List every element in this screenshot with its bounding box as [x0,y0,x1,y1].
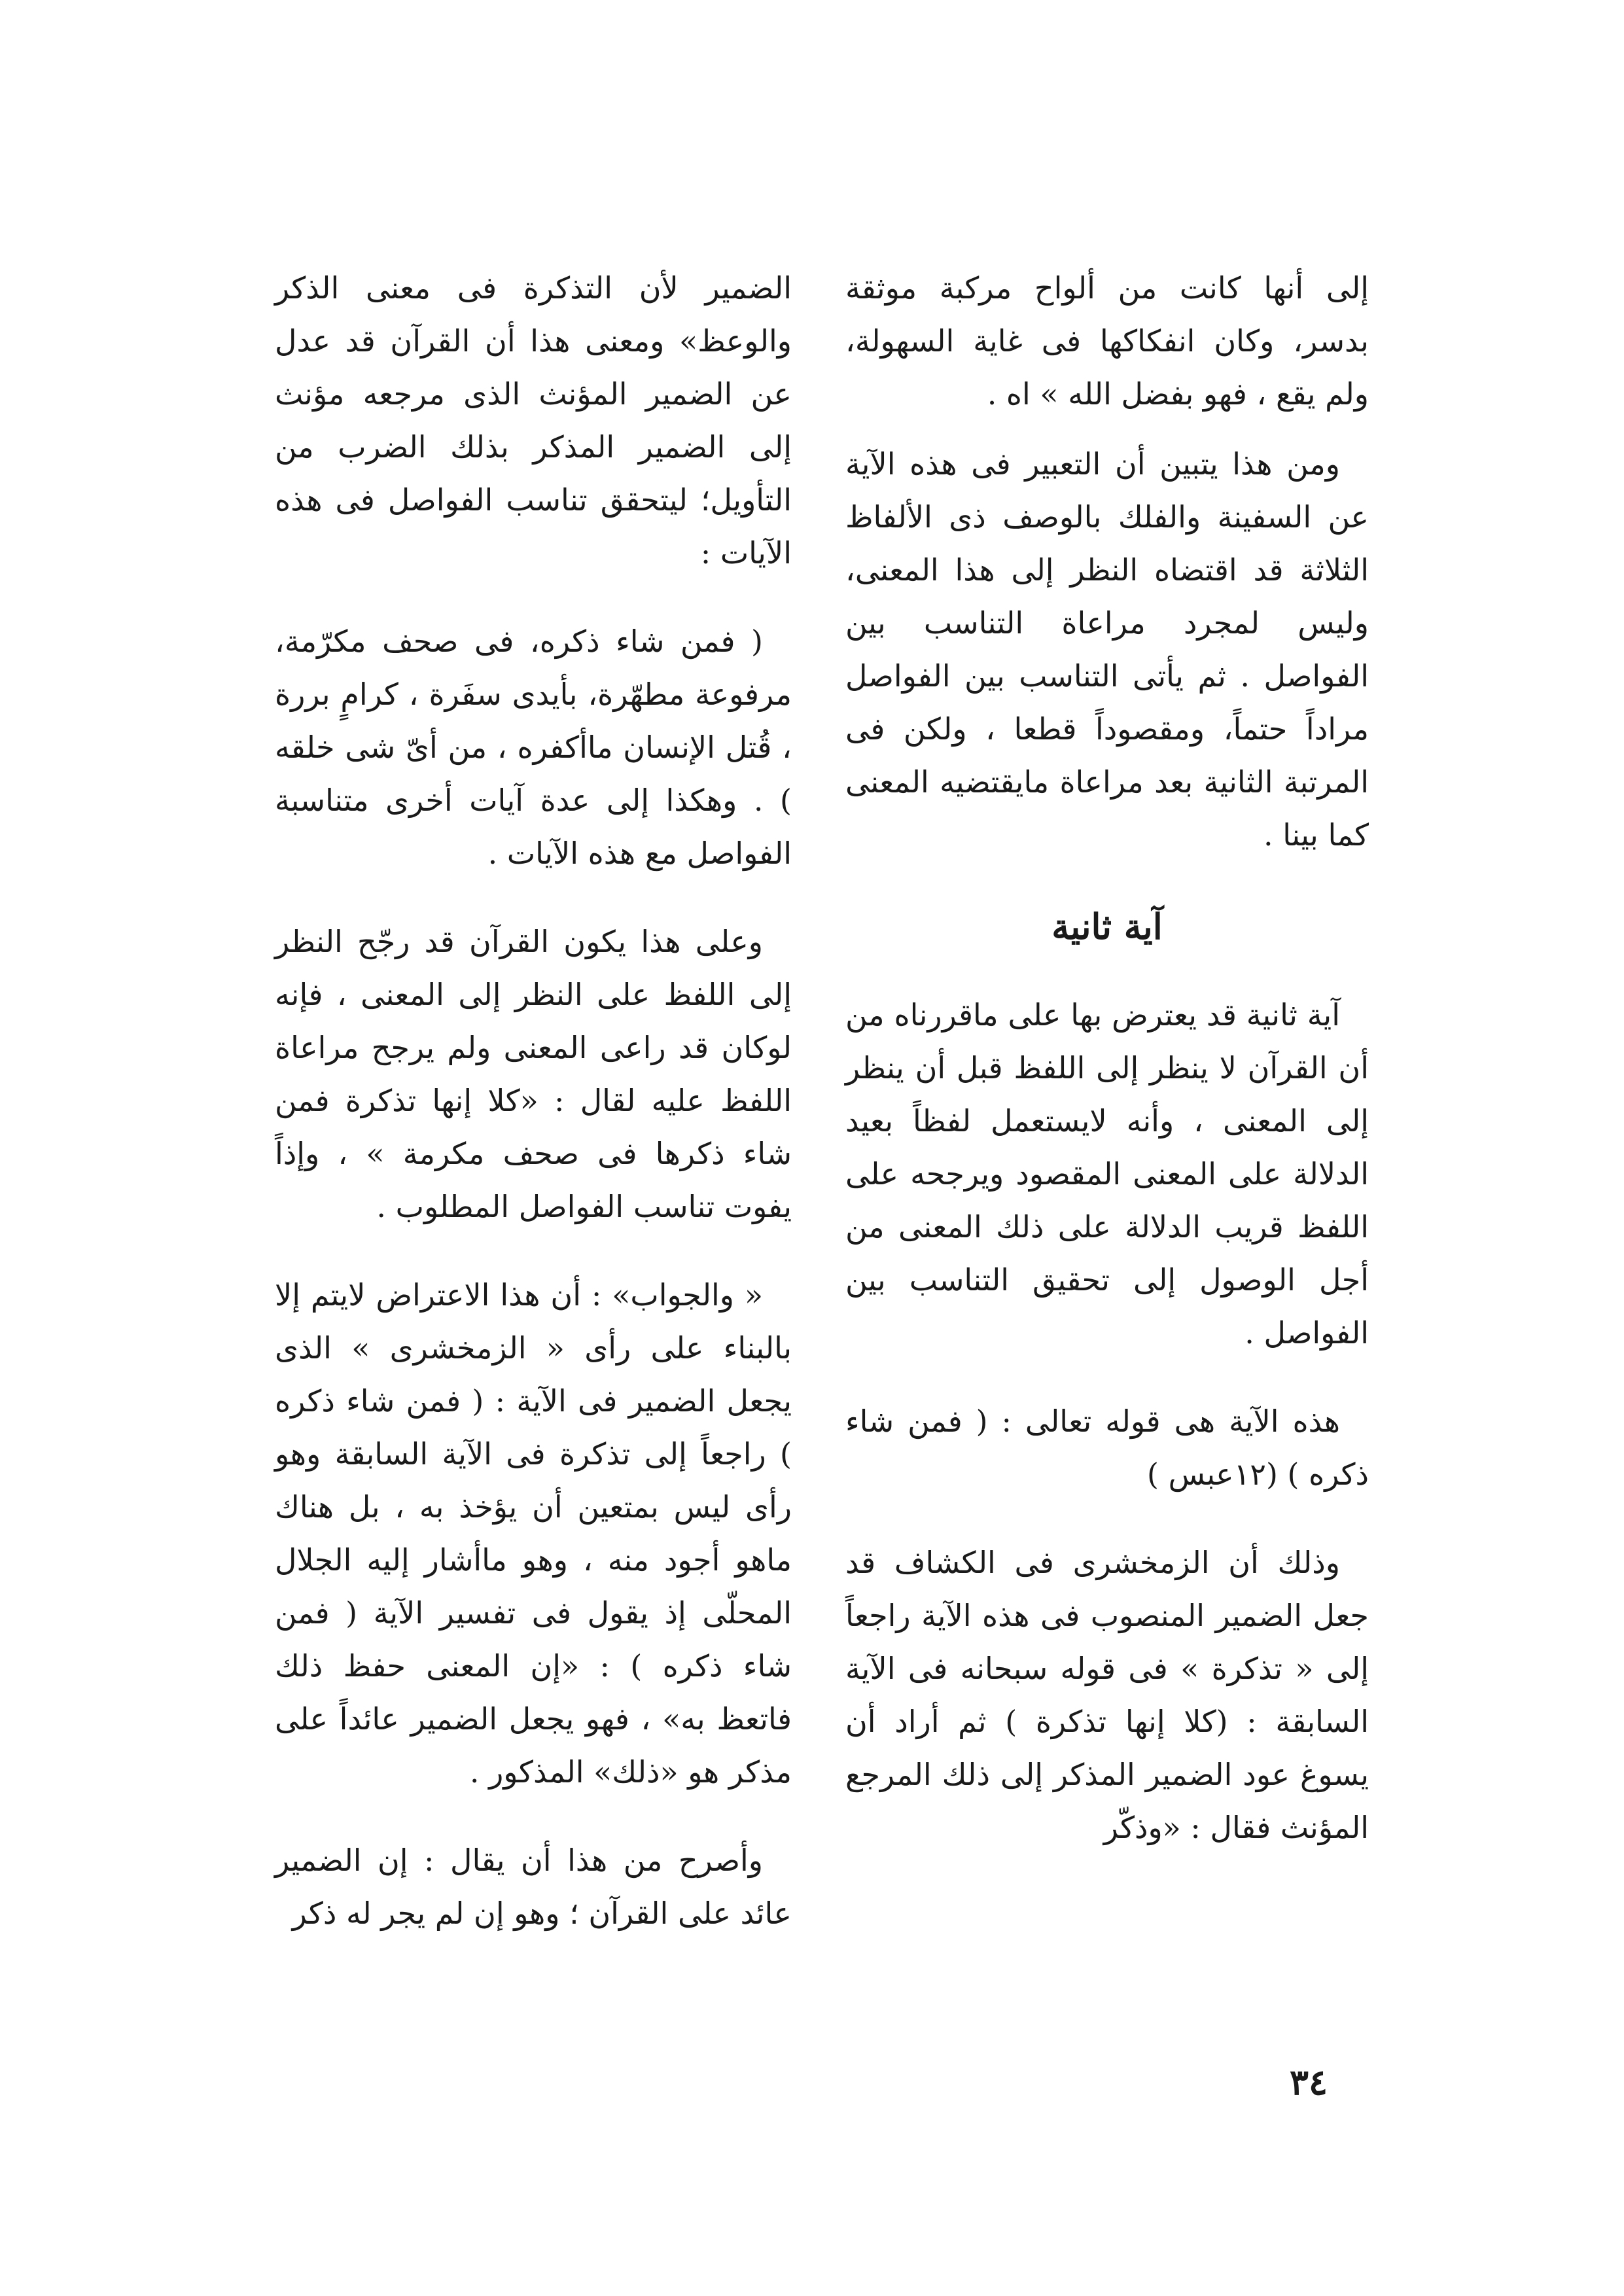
right-text-column [845,262,1369,1890]
paragraph: « والجواب» : أن هذا الاعتراض لايتم إلا بالبناء على رأى « الزمخشرى » الذى يجعل الضمير فى الآية : ( فمن شاء ذكره ) راجعاً إلى تذكرة فى الآية السابقة وهو رأى ليس بمتعين أن يؤخذ به ، بل هناك ماهو أجود منه ، وهو ماأشار إليه الجلال المحلّى إذ يقول فى تفسير الآية ( فمن شاء ذكره ) : «إن المعنى حفظ ذلك فاتعظ به» ، فهو يجعل الضمير عائداً على مذكر هو «ذلك» المذكور . [275,1277,792,1790]
paragraph: ومن هذا يتبين أن التعبير فى هذه الآية عن السفينة والفلك بالوصف ذى الألفاظ الثلاثة قد اقتضاه النظر إلى هذا المعنى، وليس لمجرد مراعاة التناسب بين الفواصل . ثم يأتى التناسب بين الفواصل مراداً حتماً، ومقصوداً قطعا ، ولكن فى المرتبة الثانية بعد مراعاة مايقتضيه المعنى كما بينا . [845,446,1369,853]
paragraph: هذه الآية هى قوله تعالى : ( فمن شاء ذكره ) (١٢عبس ) [845,1404,1369,1492]
paragraph: وذلك أن الزمخشرى فى الكشاف قد جعل الضمير المنصوب فى هذه الآية راجعاً إلى « تذكرة » فى قوله سبحانه فى الآية السابقة : (كلا إنها تذكرة ) ثم أراد أن يسوغ عود الضمير المذكر إلى ذلك المرجع المؤنث فقال : «وذكّر [845,1545,1369,1845]
page-number: ٣٤ [1289,2061,1328,2103]
left-text-column [275,262,792,1975]
paragraph: إلى أنها كانت من ألواح مركبة موثقة بدسر، وكان انفكاكها فى غاية السهولة، ولم يقع ، فهو بفضل الله » اه . [845,270,1369,412]
paragraph: وعلى هذا يكون القرآن قد رجّح النظر إلى اللفظ على النظر إلى المعنى ، فإنه لوكان قد راعى المعنى ولم يرجح مراعاة اللفظ عليه لقال : «كلا إنها تذكرة فمن شاء ذكرها فى صحف مكرمة » ، وإذاً يفوت تناسب الفواصل المطلوب . [275,924,792,1224]
section-heading: آية ثانية [1051,906,1163,947]
paragraph: ( فمن شاء ذكره، فى صحف مكرّمة، مرفوعة مطهّرة، بأيدى سفَرة ، كرامٍ بررة ، قُتل الإنسان ماأكفره ، من أىّ شى خلقه ) . وهكذا إلى عدة آيات أخرى متناسبة الفواصل مع هذه الآيات . [275,624,792,871]
paragraph: الضمير لأن التذكرة فى معنى الذكر والوعظ» ومعنى هذا أن القرآن قد عدل عن الضمير المؤنث الذى مرجعه مؤنث إلى الضمير المذكر بذلك الضرب من التأويل؛ ليتحقق تناسب الفواصل فى هذه الآيات : [275,270,792,571]
paragraph: وأصرح من هذا أن يقال : إن الضمير عائد على القرآن ؛ وهو إن لم يجر له ذكر [275,1843,792,1931]
paragraph: آية ثانية قد يعترض بها على ماقررناه من أن القرآن لا ينظر إلى اللفظ قبل أن ينظر إلى المعنى ، وأنه لايستعمل لفظاً بعيد الدلالة على المعنى المقصود ويرجحه على اللفظ قريب الدلالة على ذلك المعنى من أجل الوصول إلى تحقيق التناسب بين الفواصل . [845,997,1369,1351]
